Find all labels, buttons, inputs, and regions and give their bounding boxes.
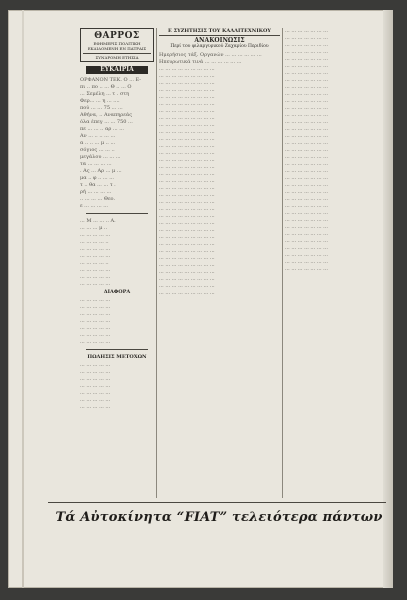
masthead-box	[80, 28, 154, 62]
text-line: όλα έπεγ ... ... 750 ...	[80, 119, 133, 125]
text-line: ... ... ... ... ... ... ... ... ...	[159, 108, 215, 114]
column-rule	[282, 28, 283, 498]
text-line: ... ... ... ... ... ... ...	[285, 70, 328, 76]
text-line: τ .. θα ... ... τ .	[80, 182, 116, 188]
text-line: ... ... ... ... ... ... ... ... ...	[159, 248, 215, 254]
text-line: ... ... ... ... ... ... ...	[285, 154, 328, 160]
text-line: ... ... ... ... ... ... ...	[285, 210, 328, 216]
text-line: ... ... ... ... ... ... ...	[285, 182, 328, 188]
text-line: ... ... ... ... ... ... ... ... ...	[159, 220, 215, 226]
notice-heading-2: ΠΩΛΗΣΙΣ ΜΕΤΟΧΩΝ	[87, 354, 147, 360]
masthead-subtitle-2: ΕΚΔΙΔΟΜΕΝΗ ΕΝ ΠΑΤΡΑΙΣ	[87, 46, 147, 51]
text-line: ... ... ... ... ... ... ... ... ...	[159, 283, 215, 289]
text-line: ... ... ... ... ... ... ...	[285, 49, 328, 55]
article-col1-c	[80, 297, 154, 345]
text-line: πι .. πο .. ... Θ .. ... Ο	[80, 84, 132, 90]
text-line: ... ... ... ... ...	[80, 369, 111, 375]
article-heading: ΑΝΑΚΟΙΝΩΣΙΣ	[194, 37, 245, 44]
text-line: ... ... ... ... ...	[80, 332, 111, 338]
text-line: ... ... ... ... ... ... ... ... ...	[159, 150, 215, 156]
text-line: ... ... ... ... ... ... ... ... ...	[159, 241, 215, 247]
section-badge: ΕΥΚΑΙΡΙΑ	[86, 66, 148, 74]
text-line: ... ... ... ... ... ... ... ... ...	[159, 122, 215, 128]
notice-heading: ΔΙΑΦΟΡΑ	[103, 289, 131, 295]
text-line: ... ... ... ... ... ... ... ... ...	[159, 87, 215, 93]
text-line: ... ... ... ... ... ... ...	[285, 98, 328, 104]
text-line: ... ... ... ... ... ... ...	[285, 63, 328, 69]
text-line: ΟΡΦΑΝΟΝ ΤΕΚ. Ο ... Ε-	[80, 77, 141, 83]
masthead-info: ΣΥΝΔΡΟΜΗ ΕΤΗΣΙΑ	[83, 53, 151, 60]
article-col1-b	[80, 218, 154, 287]
text-line: ... ... ... ... ...	[80, 267, 111, 273]
text-line: ... ... ... ... ... ... ... ... ...	[159, 199, 215, 205]
text-line: ... ... ... ... ... ... ... ... ...	[159, 115, 215, 121]
article-kicker: Ε ΣΥΖΗΤΗΣΙΣ ΤΟΥ ΚΑΛΛΙΤΕΧΝΙΚΟΥ	[159, 28, 280, 36]
text-line: ... Σεμέλη ... τ . στη	[80, 91, 130, 97]
article-subheading: Περί του φιλαργυρικού Ζαχαρίου Περιδίου	[170, 44, 269, 49]
text-line: ... ... ... ... ...	[80, 376, 111, 382]
text-line: ... ... ... ... ... ... ... ... ...	[159, 192, 215, 198]
text-line: ... Μ ... ... .. Α.	[80, 218, 116, 224]
text-line: Ημερήσιος τάξ. Οργανών ... ... ... ... ... ...	[159, 52, 262, 58]
text-line: ... ... ... ... ... ... ...	[285, 231, 328, 237]
text-line: ... ... ... ... ..	[80, 260, 109, 266]
text-line: ... ... ... ... ... ... ... ... ...	[159, 234, 215, 240]
article-col1-a	[80, 77, 154, 209]
divider	[86, 349, 148, 350]
text-line: ... ... ... ... ... ... ... ... ...	[159, 136, 215, 142]
text-line: . Ας ... Αρ ... μ ...	[80, 168, 122, 174]
text-line: ... ... ... ... ... ... ...	[285, 245, 328, 251]
column-left	[80, 28, 154, 411]
text-line: σόγιος ... ... ..	[80, 147, 115, 153]
page-fold	[22, 10, 24, 588]
text-line: ... ... ... ... ...	[80, 390, 111, 396]
text-line: Αν ... .. .. ... ...	[80, 133, 116, 139]
text-line: μεγάλου ... ... ...	[80, 154, 121, 160]
text-line: ... ... ... ... ... ... ...	[285, 252, 328, 258]
text-line: ... ... ... ... ... ... ...	[285, 56, 328, 62]
text-line: ... ... ... ... ... ... ...	[285, 147, 328, 153]
text-line: ... ... ... ... ... ... ... ... ...	[159, 185, 215, 191]
text-line: α .. .. ... μ .. ...	[80, 140, 116, 146]
text-line: ... ... ... ... ... ... ... ... ...	[159, 276, 215, 282]
text-line: ... ... ... ... ... ... ...	[285, 238, 328, 244]
text-line: ... ... ... ... ... ... ... ... ...	[159, 129, 215, 135]
text-line: Ηπευρωτικά τινά ... ... ... ... ... ...	[159, 59, 242, 65]
text-line: ... ... ... ... ...	[80, 274, 111, 280]
text-line: ε ... ... ... ...	[80, 203, 109, 209]
text-line: ... ... ... ... ... ... ...	[285, 175, 328, 181]
text-line: ... ... ... ... ...	[80, 362, 111, 368]
text-line: μα .. φ .. ... ...	[80, 175, 114, 181]
text-line: τα ... ... ... ...	[80, 161, 112, 167]
text-line: ... ... ... ... ...	[80, 397, 111, 403]
text-line: πού ... ... 75 ... ...	[80, 105, 123, 111]
text-line: ... ... ... ... ... ... ...	[285, 133, 328, 139]
text-line: ... ... ... ... ... ... ...	[285, 189, 328, 195]
text-line: ... ... ... ... ...	[80, 246, 111, 252]
column-right	[285, 28, 381, 273]
article-body-middle	[159, 52, 280, 296]
text-line: ... ... ... ... ... ... ...	[285, 91, 328, 97]
text-line: ... ... ... ... ... ... ... ... ...	[159, 290, 215, 296]
text-line: ... ... ... ... ...	[80, 383, 111, 389]
text-line: ... ... ... ... ... ... ...	[285, 140, 328, 146]
text-line: ... ... ... ... ...	[80, 339, 111, 345]
text-line: ... ... ... ... ...	[80, 304, 111, 310]
text-line: ... ... ... ... ... ... ...	[285, 168, 328, 174]
text-line: ... ... ... ... ..	[80, 239, 109, 245]
text-line: ... ... ... ... ... ... ...	[285, 266, 328, 272]
text-line: ... ... ... ... ...	[80, 232, 111, 238]
advert-rule	[48, 502, 386, 503]
newspaper-page	[8, 10, 393, 588]
text-line: ... ... ... μ ..	[80, 225, 108, 231]
text-line: ... ... ... ... ...	[80, 281, 111, 287]
text-line: ... ... ... ... ... ... ...	[285, 259, 328, 265]
text-line: ... ... ... ... ... ... ...	[285, 28, 328, 34]
text-line: ... ... ... ... ... ... ...	[285, 112, 328, 118]
text-line: ... ... ... ... ... ... ...	[285, 203, 328, 209]
text-line: ... ... ... ... ... ... ...	[285, 42, 328, 48]
text-line: ... ... ... ... ... ... ... ... ...	[159, 157, 215, 163]
text-line: ... ... ... ... ... ... ... ... ...	[159, 164, 215, 170]
text-line: ... ... ... ... ... ... ... ... ...	[159, 143, 215, 149]
masthead-title: ΘΑΡΡΟΣ	[94, 31, 140, 41]
text-line: ... ... ... ... ... ... ...	[285, 161, 328, 167]
text-line: ... ... ... ... ... ... ... ... ...	[159, 178, 215, 184]
advert-banner: Τά Αὐτοκίνητα “FIAT” τελειότερα πάντων	[55, 510, 383, 525]
text-line: ... ... ... ... ... ... ...	[285, 35, 328, 41]
text-line: ... ... ... ... ...	[80, 297, 111, 303]
text-line: ... ... ... ... ...	[80, 311, 111, 317]
column-middle	[159, 28, 280, 297]
text-line: ... ... ... ... ... ... ... ... ...	[159, 66, 215, 72]
text-line: ... ... ... ... ... ... ... ... ...	[159, 94, 215, 100]
text-line: Φερ... ... η ... ....	[80, 98, 120, 104]
text-line: πε ... ... .. αρ ... ...	[80, 126, 124, 132]
text-line: ... ... ... ... ... ... ... ... ...	[159, 213, 215, 219]
text-line: ... ... ... ... ...	[80, 325, 111, 331]
text-line: ... ... ... ... ...	[80, 404, 111, 410]
article-body-right	[285, 28, 381, 272]
text-line: ... ... ... ... ... ... ... ... ...	[159, 255, 215, 261]
text-line: .. ... ... ... Θεο.	[80, 196, 116, 202]
column-rule	[156, 28, 157, 498]
text-line: ... ... ... ... ...	[80, 318, 111, 324]
text-line: ... ... ... ... ... ... ...	[285, 119, 328, 125]
text-line: ... ... ... ... ... ... ...	[285, 196, 328, 202]
text-line: ... ... ... ... ... ... ...	[285, 217, 328, 223]
text-line: ... ... ... ... ... ... ... ... ...	[159, 73, 215, 79]
text-line: ... ... ... ... ... ... ... ... ...	[159, 262, 215, 268]
text-line: ... ... ... ... ... ... ...	[285, 84, 328, 90]
text-line: ... ... ... ... ... ... ...	[285, 224, 328, 230]
text-line: ... ... ... ... ... ... ...	[285, 126, 328, 132]
text-line: Αθήνα, .. Αναπηρεάς	[80, 112, 132, 118]
masthead-subtitle-1: ΕΦΗΜΕΡΙΣ ΠΟΛΙΤΙΚΗ	[93, 41, 141, 46]
divider	[86, 213, 148, 214]
text-line: ρή ... ... ... ...	[80, 189, 112, 195]
article-col1-d	[80, 362, 154, 410]
text-line: ... ... ... ... ... ... ... ... ...	[159, 171, 215, 177]
text-line: ... ... ... ... ... ... ...	[285, 77, 328, 83]
text-line: ... ... ... ... ... ... ... ... ...	[159, 206, 215, 212]
text-line: ... ... ... ... ... ... ... ... ...	[159, 101, 215, 107]
text-line: ... ... ... ... ... ... ... ... ...	[159, 227, 215, 233]
text-line: ... ... ... ... ... ... ...	[285, 105, 328, 111]
text-line: ... ... ... ... ... ... ... ... ...	[159, 80, 215, 86]
text-line: ... ... ... ... ...	[80, 253, 111, 259]
text-line: ... ... ... ... ... ... ... ... ...	[159, 269, 215, 275]
